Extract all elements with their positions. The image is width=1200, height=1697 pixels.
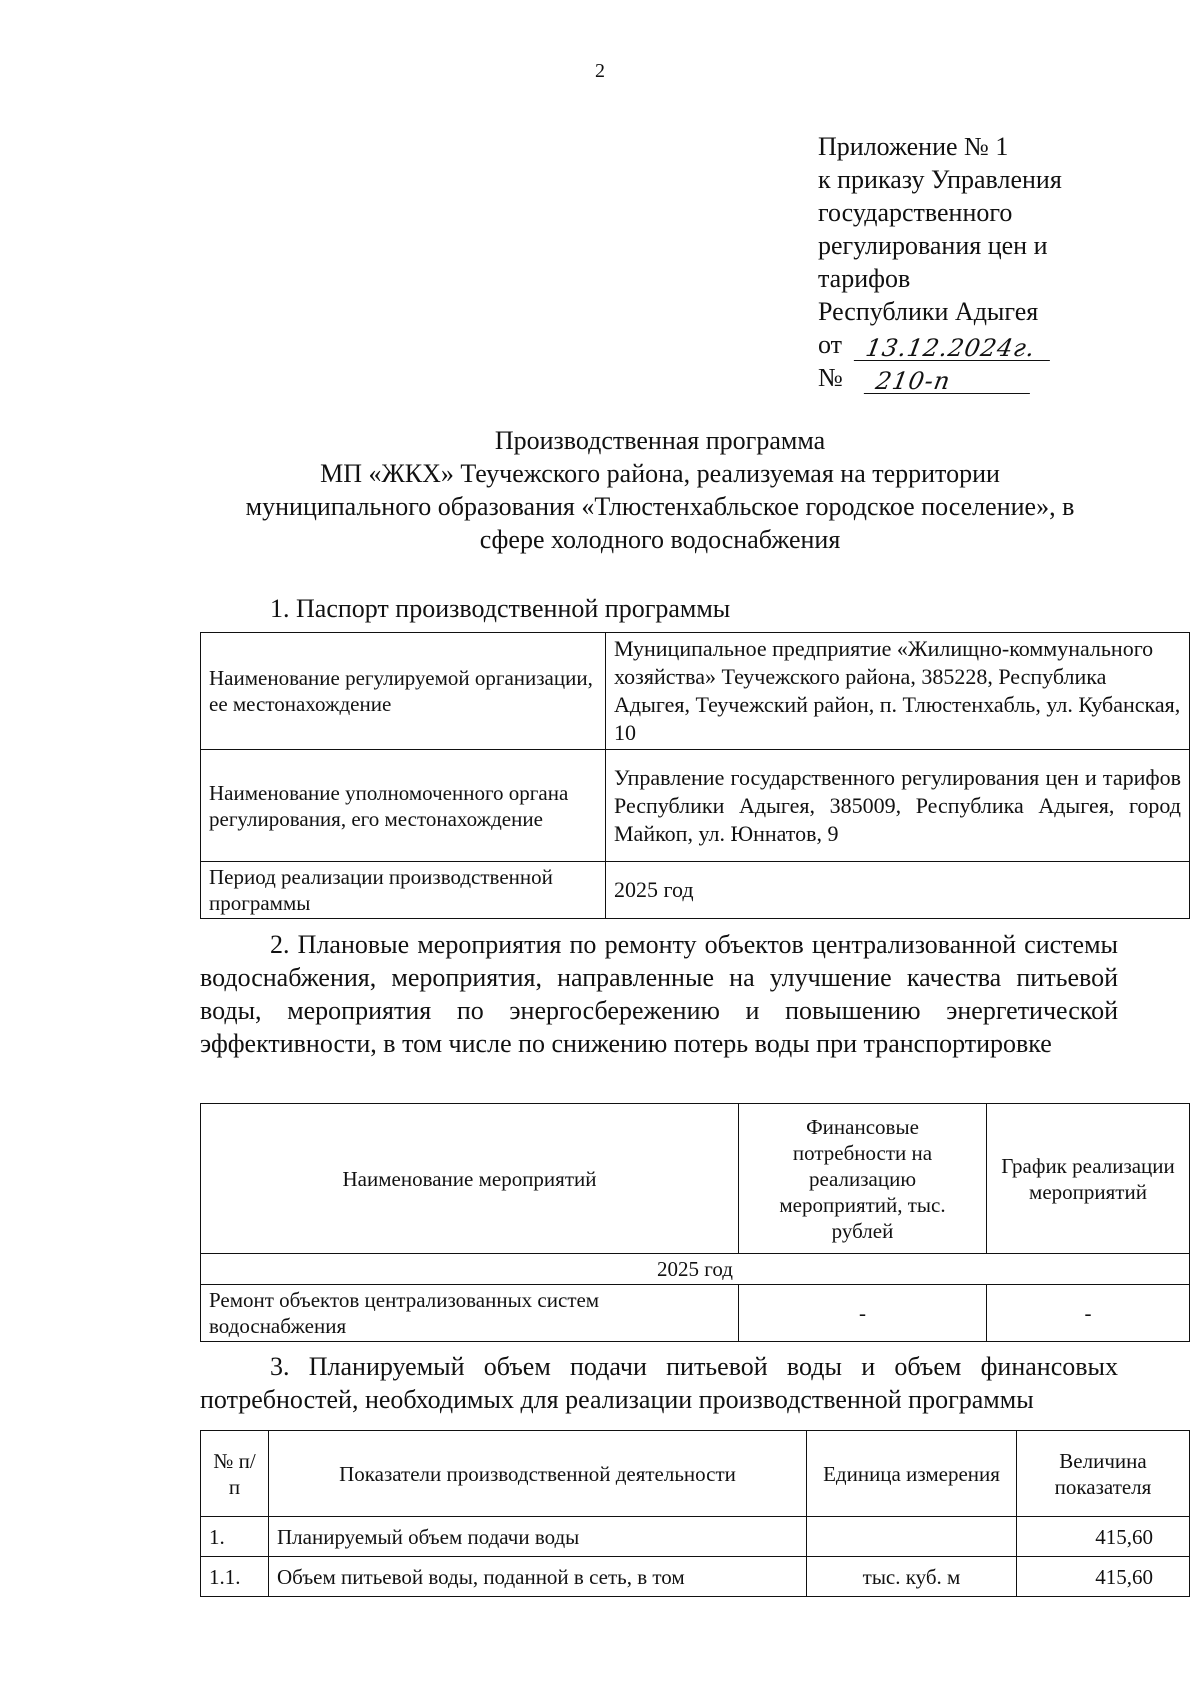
measure-schedule: - [987, 1285, 1190, 1342]
table-row [201, 1557, 1190, 1597]
title-line: сфере холодного водоснабжения [479, 525, 841, 554]
table-row [201, 862, 1190, 919]
column-header: Финансовые потребности на реализацию мероприятий, тыс. рублей [739, 1104, 987, 1254]
section3-text: Планируемый объем подачи питьевой воды и объем финансовых потребностей, необходимых для реализации производственной программы [200, 1352, 1118, 1414]
table-row [201, 750, 1190, 862]
passport-value: 2025 год [606, 862, 1190, 919]
table-header-row [201, 1104, 1190, 1254]
indicator-value: 415,60 [1017, 1557, 1190, 1597]
handwritten-date: 13.12.2024г. [854, 336, 1054, 361]
column-header: Единица измерения [807, 1431, 1017, 1517]
measure-name: Ремонт объектов централизованных систем водоснабжения [201, 1285, 739, 1342]
table-row [201, 1517, 1190, 1557]
row-number: 1.1. [201, 1557, 269, 1597]
passport-label: Наименование уполномоченного органа регулирования, его местонахождение [201, 750, 606, 862]
indicators-table [200, 1430, 1190, 1597]
appendix-block [818, 130, 1178, 394]
column-header: Наименование мероприятий [201, 1104, 739, 1254]
indicator-unit: тыс. куб. м [807, 1557, 1017, 1597]
number-prefix: № [818, 363, 843, 392]
section2-text: Плановые мероприятия по ремонту объектов централизованной системы водоснабжения, мероприятия, направленные на улучшение качества питьевой воды, мероприятия по энергосбережению и повышению энергетической эффективности, в том числе по снижению потерь воды при транспортировке [200, 930, 1119, 1058]
section3-number: 3. [270, 1352, 290, 1381]
appendix-line: тарифов [818, 264, 911, 293]
appendix-line: Приложение № 1 [818, 132, 1009, 161]
passport-label: Наименование регулируемой организации, ее местонахождение [201, 633, 606, 750]
title-line: МП «ЖКХ» Теучежского района, реализуемая на территории [320, 459, 1000, 488]
appendix-line: к приказу Управления [818, 165, 1062, 194]
indicator-unit [807, 1517, 1017, 1557]
section2-number: 2. [270, 930, 290, 959]
year-row [201, 1254, 1190, 1285]
handwritten-number: 210-п [864, 369, 1034, 394]
year-cell: 2025 год [201, 1254, 1190, 1285]
order-date-line [818, 328, 1178, 361]
document-title [180, 424, 1140, 556]
date-prefix: от [818, 330, 843, 359]
column-header: № п/п [201, 1431, 269, 1517]
title-line: муниципального образования «Тлюстенхабльское городское поселение», в [245, 492, 1075, 521]
section3-paragraph [200, 1350, 1118, 1416]
table-row [201, 1285, 1190, 1342]
appendix-line: Республики Адыгея [818, 297, 1039, 326]
table-row [201, 633, 1190, 750]
passport-value: Управление государственного регулирования цен и тарифов Республики Адыгея, 385009, Республика Адыгея, город Майкоп, ул. Юннатов, 9 [606, 750, 1190, 862]
indicator-name: Планируемый объем подачи воды [269, 1517, 807, 1557]
section2-paragraph [200, 928, 1118, 1060]
indicator-value: 415,60 [1017, 1517, 1190, 1557]
passport-table [200, 632, 1190, 919]
row-number: 1. [201, 1517, 269, 1557]
passport-label: Период реализации производственной программы [201, 862, 606, 919]
measure-finance: - [739, 1285, 987, 1342]
passport-value: Муниципальное предприятие «Жилищно-коммунального хозяйства» Теучежского района, 385228, Республика Адыгея, Теучежский район, п. Тлюстенхабль, ул. Кубанская, 10 [606, 633, 1190, 750]
column-header: Величина показателя [1017, 1431, 1190, 1517]
appendix-line: государственного [818, 198, 1013, 227]
indicator-name: Объем питьевой воды, поданной в сеть, в том [269, 1557, 807, 1597]
appendix-line: регулирования цен и [818, 231, 1048, 260]
title-line: Производственная программа [494, 426, 826, 455]
section1-heading: 1. Паспорт производственной программы [270, 594, 731, 623]
order-number-line [818, 361, 1178, 394]
column-header: Показатели производственной деятельности [269, 1431, 807, 1517]
column-header: График реализации мероприятий [987, 1104, 1190, 1254]
page-number: 2 [595, 60, 605, 82]
table-header-row [201, 1431, 1190, 1517]
measures-table [200, 1103, 1190, 1342]
